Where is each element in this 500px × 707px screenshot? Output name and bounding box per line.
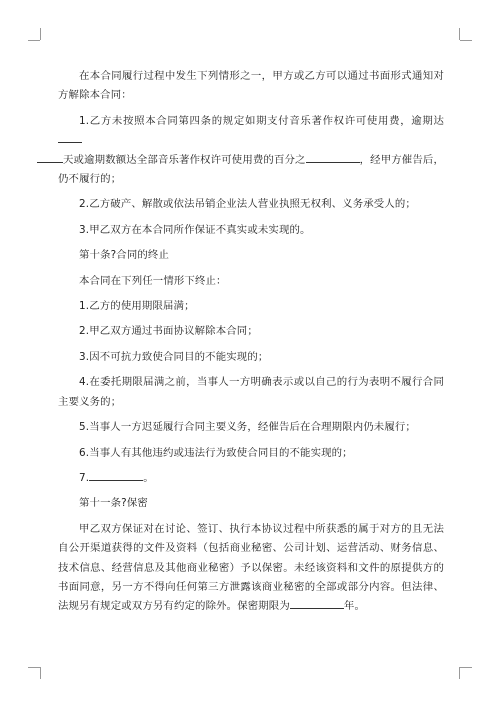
paragraph-text: 天或逾期数额达全部音乐著作权许可使用费的百分之 <box>63 153 306 166</box>
paragraph-text: 3.因不可抗力致使合同目的不能实现的； <box>79 350 269 363</box>
paragraph-text: 1.乙方未按照本合同第四条的规定如期支付音乐著作权许可使用费，逾期达 <box>79 114 444 127</box>
crop-mark-bottom-left-h <box>28 667 40 668</box>
paragraph-clause-1 <box>58 112 444 190</box>
paragraph-text: ，经甲方催告后，仍不履行的； <box>58 153 444 186</box>
crop-mark-top-left-v <box>40 28 41 40</box>
fill-blank-days[interactable] <box>58 131 82 143</box>
paragraph-text: 2.甲乙双方通过书面协议解除本合同； <box>79 325 258 338</box>
paragraph-text: 本合同在下列任一情形下终止： <box>79 274 227 287</box>
fill-blank-confidentiality-years[interactable] <box>290 597 344 609</box>
paragraph-termination-lead <box>58 272 444 291</box>
paragraph-term-7 <box>58 469 444 488</box>
section-heading-termination <box>58 246 444 265</box>
crop-mark-bottom-left-v <box>40 667 41 679</box>
paragraph-text: 2.乙方破产、解散或依法吊销企业法人营业执照无权利、义务承受人的； <box>79 198 416 211</box>
crop-mark-top-left-h <box>28 40 40 41</box>
paragraph-clause-3 <box>58 221 444 240</box>
crop-mark-top-right-h <box>460 40 472 41</box>
crop-mark-top-right-v <box>459 28 460 40</box>
paragraph-text: 7. <box>79 471 90 484</box>
paragraph-text: 6.当事人有其他违约或违法行为致使合同目的不能实现的； <box>79 446 353 459</box>
paragraph-text: 甲乙双方保证对在讨论、签订、执行本协议过程中所获悉的属于对方的且无法自公开渠道获得的文件及资料（包括商业秘密、公司计划、运营活动、财务信息、技术信息、经营信息及其他商业秘密）予以保密。未经该资料和文件的原提供方的书面同意，另一方不得向任何第三方泄露该商业秘密的全部或部分内容。但法律、法规另有规定或双方另有约定的除外。保密期限为 <box>58 522 444 613</box>
section-heading-confidentiality <box>58 494 444 513</box>
paragraph-confidentiality <box>58 520 444 617</box>
paragraph-term-5 <box>58 418 444 437</box>
paragraph-text: 3.甲乙双方在本合同所作保证不真实或未实现的。 <box>79 223 311 236</box>
document-body <box>58 67 444 623</box>
crop-mark-bottom-right-h <box>460 667 472 668</box>
paragraph-clause-2 <box>58 195 444 214</box>
paragraph-termination-intro <box>58 67 444 106</box>
paragraph-text: 1.乙方的使用期限届满； <box>79 300 195 313</box>
heading-text: 第十一条?保密 <box>79 497 148 510</box>
paragraph-term-3 <box>58 348 444 367</box>
paragraph-term-2 <box>58 322 444 341</box>
fill-blank-percent[interactable] <box>306 151 360 163</box>
paragraph-text: 年。 <box>343 600 365 613</box>
fill-blank-term-7[interactable] <box>89 469 143 481</box>
paragraph-text: 。 <box>143 471 154 484</box>
paragraph-term-1 <box>58 297 444 316</box>
crop-mark-bottom-right-v <box>459 667 460 679</box>
paragraph-term-4 <box>58 373 444 412</box>
fill-blank-days-cont[interactable] <box>37 151 63 163</box>
heading-text: 第十条?合同的终止 <box>79 249 169 262</box>
paragraph-text: 4.在委托期限届满之前，当事人一方明确表示或以自己的行为表明不履行合同主要义务的； <box>58 376 444 408</box>
paragraph-text: 5.当事人一方迟延履行合同主要义务，经催告后在合理期限内仍未履行； <box>79 421 416 434</box>
paragraph-term-6 <box>58 444 444 463</box>
paragraph-text: 在本合同履行过程中发生下列情形之一，甲方或乙方可以通过书面形式通知对方解除本合同： <box>58 70 444 102</box>
